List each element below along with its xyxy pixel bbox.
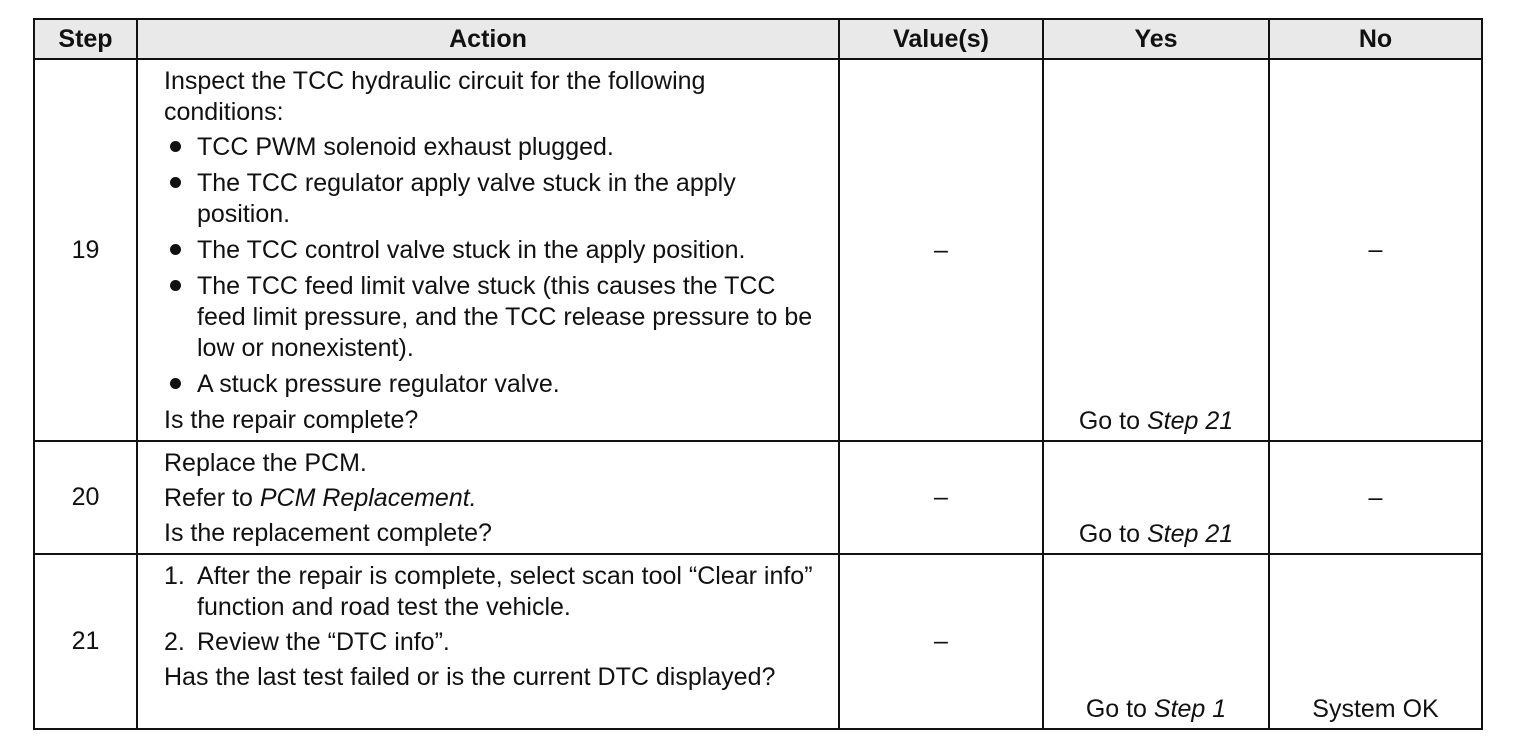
refer-prefix: Refer to [164,484,260,512]
header-values: Value(s) [839,19,1043,59]
refer-link[interactable]: PCM Replacement. [259,484,477,512]
yes-prefix: Go to [1078,520,1147,548]
step-number: 19 [34,59,137,441]
header-action: Action [137,19,839,59]
table-row-step-20 [34,441,1482,554]
no-result: – [1368,483,1383,511]
no-result: – [1368,235,1383,264]
step-link[interactable]: Step 21 [1146,520,1234,548]
action-question: Has the last test failed or is the current DTC displayed? [164,663,776,691]
table-row-step-19 [34,59,1482,441]
no-cell [1269,554,1482,729]
bullet-icon [170,378,181,389]
item-number: 2. [164,628,185,656]
value-cell: – [839,441,1043,554]
yes-cell [1043,59,1269,441]
condition-text: A stuck pressure regulator valve. [197,370,560,398]
yes-result [1044,407,1268,436]
condition-text: The TCC regulator apply valve stuck in the apply position. [197,169,736,228]
header-yes: Yes [1043,19,1269,59]
table-row-step-21 [34,554,1482,729]
yes-cell [1043,441,1269,554]
bullet-icon [170,141,181,152]
yes-prefix: Go to [1078,407,1147,435]
list-item [164,369,830,400]
step-number: 20 [34,441,137,554]
header-step: Step [34,19,137,59]
item-text: After the repair is complete, select scan tool “Clear info” function and road test the vehicle. [197,562,813,621]
condition-list [164,132,830,400]
action-cell [137,59,839,441]
action-question: Is the replacement complete? [164,519,492,547]
diagnostic-table [33,18,1483,730]
bullet-icon [170,244,181,255]
step-number: 21 [34,554,137,729]
condition-text: The TCC control valve stuck in the apply position. [197,236,746,264]
header-row [34,19,1482,59]
item-text: Review the “DTC info”. [197,628,450,656]
value-cell: – [839,554,1043,729]
bullet-icon [170,177,181,188]
action-cell [137,554,839,729]
action-intro: Inspect the TCC hydraulic circuit for the following conditions: [164,67,706,126]
bullet-icon [170,280,181,291]
yes-result [1044,695,1268,724]
value-cell: – [839,59,1043,441]
header-no: No [1269,19,1482,59]
item-number: 1. [164,562,185,590]
no-cell [1269,441,1482,554]
list-item [164,271,830,364]
action-refer [164,483,830,514]
step-link[interactable]: Step 1 [1153,695,1227,723]
yes-result [1044,520,1268,549]
list-item [164,168,830,230]
list-item [164,132,830,163]
list-item [164,561,830,623]
action-cell [137,441,839,554]
procedure-list [164,561,830,658]
action-question: Is the repair complete? [164,406,419,434]
list-item [164,627,830,658]
no-result: System OK [1312,695,1439,723]
list-item [164,235,830,266]
yes-cell [1043,554,1269,729]
condition-text: TCC PWM solenoid exhaust plugged. [197,133,614,161]
yes-prefix: Go to [1085,695,1154,723]
action-line: Replace the PCM. [164,449,367,477]
condition-text: The TCC feed limit valve stuck (this causes the TCC feed limit pressure, and the TCC release pressure to be low or nonexistent). [197,272,813,362]
no-cell [1269,59,1482,441]
step-link[interactable]: Step 21 [1146,407,1234,435]
